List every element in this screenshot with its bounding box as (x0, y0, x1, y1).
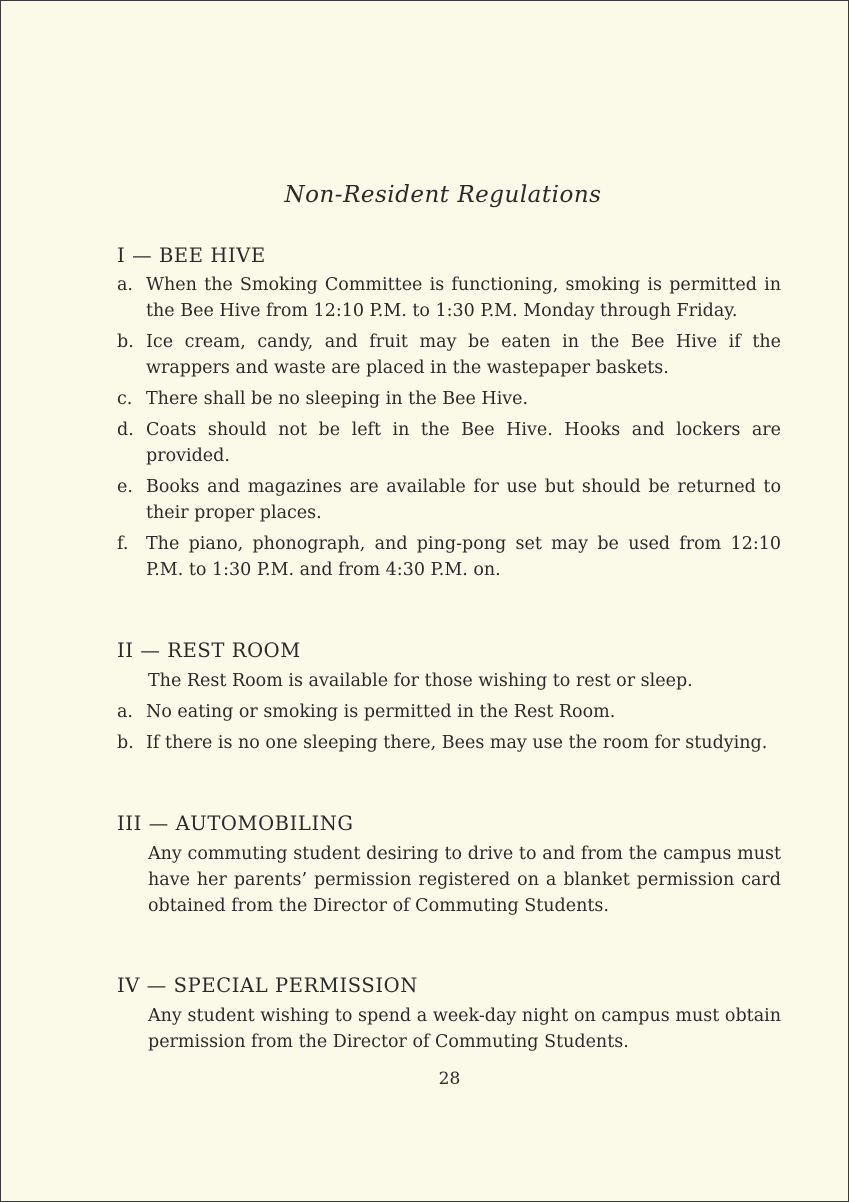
item-marker: a. (117, 702, 133, 722)
list-item (117, 272, 781, 324)
section-body: Any commuting student desiring to drive to and from the campus must have her parents’ permission registered on a blanket permission card obtained from the Director of Commuting Students. (148, 844, 781, 916)
item-text: When the Smoking Committee is functioning, smoking is permitted in the Bee Hive from 12:10 P.M. to 1:30 P.M. Monday through Friday. (146, 275, 781, 321)
list-item (117, 417, 781, 469)
item-text: If there is no one sleeping there, Bees may use the room for studying. (146, 733, 768, 753)
section-automobiling (117, 811, 781, 919)
section-heading: I — BEE HIVE (117, 244, 266, 267)
item-marker: a. (117, 275, 133, 295)
section-special-permission (117, 973, 781, 1055)
list-item (117, 386, 781, 412)
item-text: The piano, phonograph, and ping-pong set may be used from 12:10 P.M. to 1:30 P.M. and from 4:30 P.M. on. (146, 534, 781, 580)
item-marker: f. (117, 534, 129, 554)
list-item (117, 531, 781, 583)
item-text: Coats should not be left in the Bee Hive. Hooks and lockers are provided. (146, 420, 781, 466)
section-heading: III — AUTOMOBILING (117, 812, 354, 835)
list-item (117, 730, 781, 756)
list-item (117, 329, 781, 381)
item-marker: c. (117, 389, 133, 409)
section-bee-hive (117, 243, 781, 583)
item-marker: b. (117, 332, 134, 352)
item-text: There shall be no sleeping in the Bee Hive. (146, 389, 529, 409)
item-text: No eating or smoking is permitted in the Rest Room. (146, 702, 616, 722)
page-title: Non-Resident Regulations (284, 182, 602, 208)
section-intro: The Rest Room is available for those wishing to rest or sleep. (148, 671, 693, 691)
section-heading: IV — SPECIAL PERMISSION (117, 974, 418, 997)
list-item (117, 699, 781, 725)
section-body: Any student wishing to spend a week-day night on campus must obtain permission from the Director of Commuting Students. (148, 1006, 781, 1052)
item-marker: e. (117, 477, 133, 497)
section-rest-room (117, 638, 781, 756)
item-marker: b. (117, 733, 134, 753)
section-heading: II — REST ROOM (117, 639, 301, 662)
item-text: Ice cream, candy, and fruit may be eaten in the Bee Hive if the wrappers and waste are placed in the wastepaper baskets. (146, 332, 781, 378)
item-marker: d. (117, 420, 134, 440)
list-item (117, 474, 781, 526)
item-text: Books and magazines are available for use but should be returned to their proper places. (146, 477, 781, 523)
page-number: 28 (438, 1069, 461, 1089)
